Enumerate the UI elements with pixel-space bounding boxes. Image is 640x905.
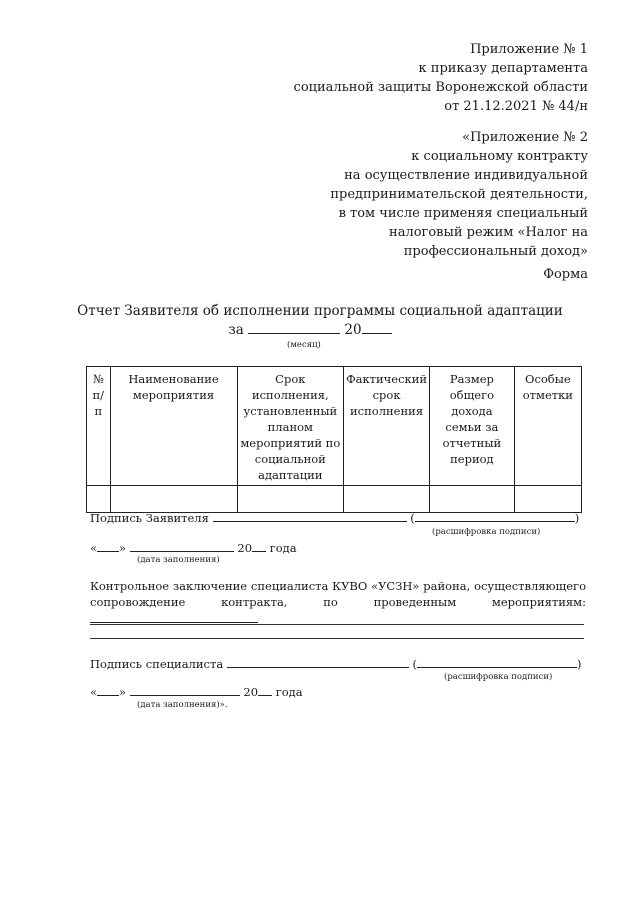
period-prefix: за: [228, 322, 244, 338]
appendix-1-line: Приложение № 1: [470, 42, 588, 57]
quote-close: »: [119, 685, 127, 699]
appendix-1-line: от 21.12.2021 № 44/н: [444, 99, 588, 114]
conclusion-line[interactable]: [90, 638, 584, 639]
col-number: № п/п: [87, 367, 111, 486]
month-caption: (месяц): [287, 340, 321, 350]
conclusion-text: Контрольное заключение специалиста КУВО «УСЗН» района, осуществляющего сопровождение контракта, по проведенным мероприятиям:: [90, 579, 586, 609]
specialist-signature-blank[interactable]: [227, 655, 409, 668]
applicant-date-line: [90, 539, 297, 556]
form-label: Форма: [543, 267, 588, 282]
quote-close: »: [119, 541, 127, 555]
conclusion-blank[interactable]: [90, 610, 258, 623]
year-blank[interactable]: [362, 321, 392, 334]
paren-open: (: [410, 511, 415, 525]
paren-close: ): [574, 511, 580, 525]
col-family-income: Размер общего дохода семьи за отчетный период: [430, 367, 515, 486]
year-prefix: 20: [237, 541, 253, 555]
specialist-date-caption: (дата заполнения)».: [137, 700, 228, 710]
appendix-1-line: к приказу департамента: [418, 61, 588, 76]
month-blank[interactable]: [130, 539, 234, 552]
month-blank[interactable]: [130, 683, 240, 696]
col-special-notes: Особые отметки: [514, 367, 581, 486]
specialist-signature-label: Подпись специалиста: [90, 657, 224, 671]
conclusion-line[interactable]: [90, 624, 584, 625]
specialist-conclusion: [90, 578, 586, 627]
quote-open: «: [90, 685, 98, 699]
applicant-signature-caption: (расшифровка подписи): [432, 527, 541, 537]
col-planned-deadline: Срок исполнения, установленный планом мероприятий по социальной адаптации: [237, 367, 344, 486]
month-blank[interactable]: [248, 321, 340, 334]
quote-open: «: [90, 541, 98, 555]
appendix-2-line: в том числе применяя специальный: [338, 206, 588, 221]
year-blank[interactable]: [258, 683, 272, 696]
day-blank[interactable]: [97, 683, 119, 696]
paren-close: ): [577, 657, 582, 671]
appendix-2-line: к социальному контракту: [411, 149, 588, 164]
appendix-1-line: социальной защиты Воронежской области: [293, 80, 588, 95]
applicant-signature-label: Подпись Заявителя: [90, 511, 209, 525]
report-period: [0, 321, 630, 340]
day-blank[interactable]: [97, 539, 119, 552]
period-year-prefix: 20: [344, 322, 362, 338]
appendix-2-line: профессиональный доход»: [403, 244, 588, 259]
appendix-2-header: [330, 128, 588, 261]
year-prefix: 20: [243, 685, 259, 699]
col-event-name: Наименование мероприятия: [110, 367, 237, 486]
specialist-signature-line: [90, 655, 582, 672]
year-blank[interactable]: [252, 539, 266, 552]
specialist-signature-caption: (расшифровка подписи): [444, 672, 553, 682]
specialist-name-blank[interactable]: [417, 655, 577, 668]
appendix-2-line: на осуществление индивидуальной: [344, 168, 588, 183]
year-suffix: года: [275, 685, 303, 699]
table-header-row: [87, 367, 582, 486]
appendix-2-line: «Приложение № 2: [462, 130, 588, 145]
report-title: Отчет Заявителя об исполнении программы социальной адаптации: [77, 303, 563, 319]
paren-open: (: [412, 657, 417, 671]
appendix-1-header: [294, 40, 588, 116]
applicant-name-blank[interactable]: [415, 509, 575, 522]
applicant-signature-blank[interactable]: [213, 509, 407, 522]
year-suffix: года: [269, 541, 297, 555]
applicant-signature-line: [90, 509, 579, 526]
appendix-2-line: налоговый режим «Налог на: [389, 225, 588, 240]
appendix-2-line: предпринимательской деятельности,: [330, 187, 588, 202]
report-table: [86, 366, 582, 513]
col-actual-deadline: Фактический срок исполнения: [344, 367, 430, 486]
applicant-date-caption: (дата заполнения): [137, 555, 220, 565]
specialist-date-line: [90, 683, 303, 700]
